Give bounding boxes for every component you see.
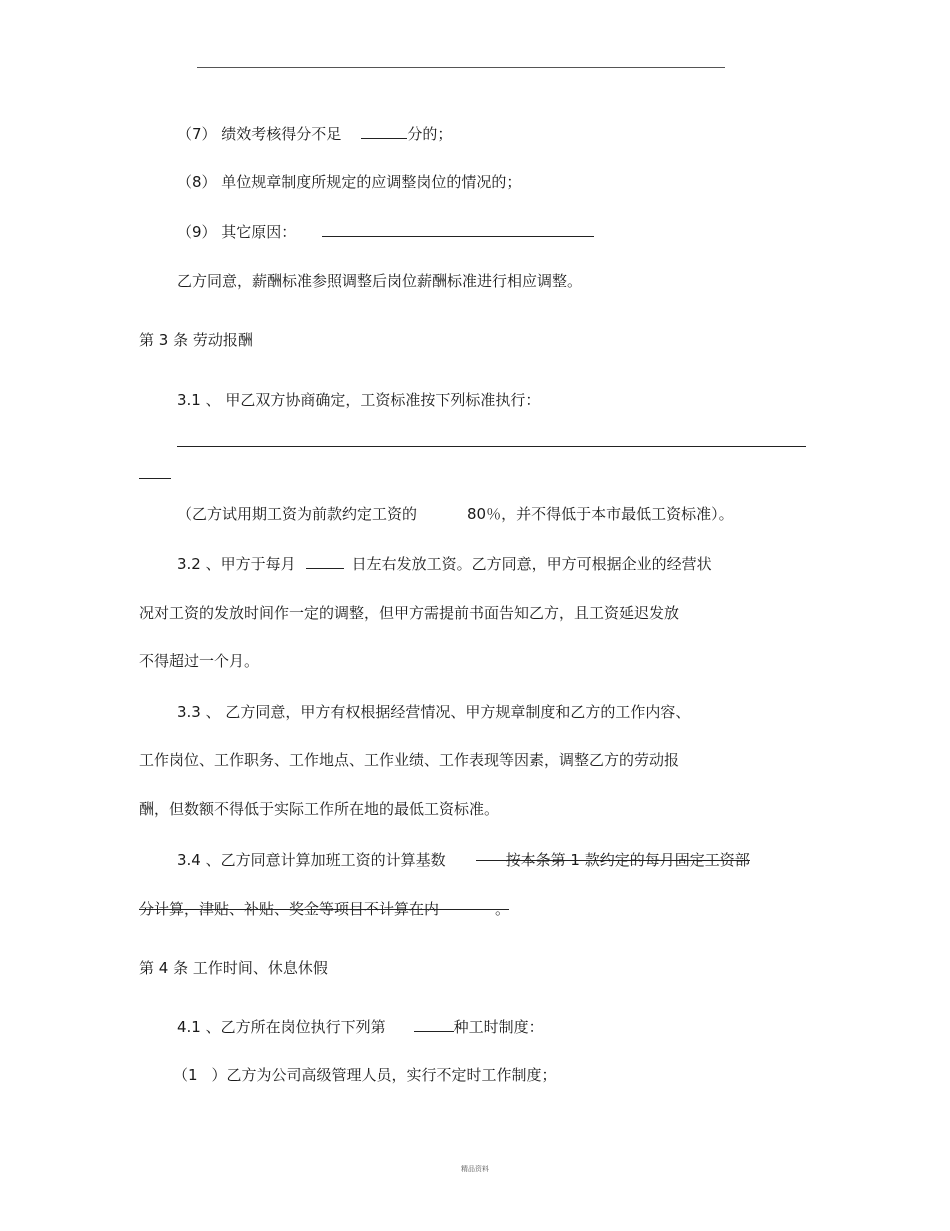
- hours-system-blank: [414, 1022, 454, 1032]
- article-4-title: 第 4 条 工作时间、休息休假: [139, 959, 328, 977]
- section-3-4-text: 3.4 、乙方同意计算加班工资的计算基数: [177, 851, 446, 869]
- section-3-4-end: 。: [495, 900, 511, 918]
- probation-text: （乙方试用期工资为前款约定工资的: [177, 505, 418, 523]
- struck-text-2: [139, 900, 509, 918]
- struck-text-1: [476, 851, 750, 869]
- section-3-3-line1: 3.3 、 乙方同意，甲方有权根据经营情况、甲方规章制度和乙方的工作内容、: [177, 703, 691, 721]
- probation-note: [177, 504, 734, 524]
- wage-standard-blank: [177, 446, 806, 447]
- wage-standard-blank-cont: [139, 478, 171, 479]
- clause-8: （8） 单位规章制度所规定的应调整岗位的情况的；: [177, 173, 522, 191]
- section-4-1-text: 4.1 、乙方所在岗位执行下列第: [177, 1018, 386, 1036]
- item-1-text: ）乙方为公司高级管理人员，实行不定时工作制度；: [211, 1066, 557, 1084]
- probation-percent: 80％，并不得低于本市最低工资标准）。: [467, 505, 734, 523]
- section-3-3-line3: 酬，但数额不得低于实际工作所在地的最低工资标准。: [139, 800, 500, 818]
- clause-9-text: （9） 其它原因：: [177, 223, 297, 241]
- section-3-3-line2: 工作岗位、工作职务、工作地点、工作业绩、工作表现等因素，调整乙方的劳动报: [139, 751, 680, 769]
- page-footer: 精品资料: [461, 1165, 489, 1173]
- section-4-1-item-1: [173, 1065, 557, 1085]
- section-3-4-line1: [177, 850, 750, 870]
- section-3-1: 3.1 、 甲乙双方协商确定，工资标准按下列标准执行：: [177, 391, 541, 409]
- section-3-2-line2: 况对工资的发放时间作一定的调整，但甲方需提前书面告知乙方，且工资延迟发放: [139, 604, 680, 622]
- clause-9: [177, 222, 594, 242]
- payday-blank: [306, 559, 344, 569]
- item-1-number: （1: [173, 1066, 198, 1084]
- clause-7: [177, 124, 452, 144]
- score-blank: [361, 124, 407, 139]
- section-3-4-line2: [139, 899, 510, 919]
- header-rule: [197, 67, 725, 68]
- article-3-title: 第 3 条 劳动报酬: [139, 331, 253, 349]
- other-reason-blank: [322, 222, 594, 237]
- struck-text-1-content: 按本条第 1 款约定的每月固定工资部: [505, 851, 750, 869]
- agree-text: 乙方同意，薪酬标准参照调整后岗位薪酬标准进行相应调整。: [177, 272, 583, 290]
- section-3-2-text: 3.2 、甲方于每月: [177, 555, 296, 573]
- section-3-2-line1: [177, 554, 712, 574]
- section-4-1: [177, 1017, 544, 1037]
- section-3-2-cont: 日左右发放工资。乙方同意，甲方可根据企业的经营状: [351, 555, 712, 573]
- clause-7-text: （7） 绩效考核得分不足: [177, 125, 342, 143]
- section-4-1-cont: 种工时制度：: [453, 1018, 544, 1036]
- struck-text-2-content: 分计算，津贴、补贴、奖金等项目不计算在内: [139, 900, 440, 918]
- clause-7-suffix: 分的；: [407, 125, 453, 143]
- section-3-2-line3: 不得超过一个月。: [139, 652, 260, 670]
